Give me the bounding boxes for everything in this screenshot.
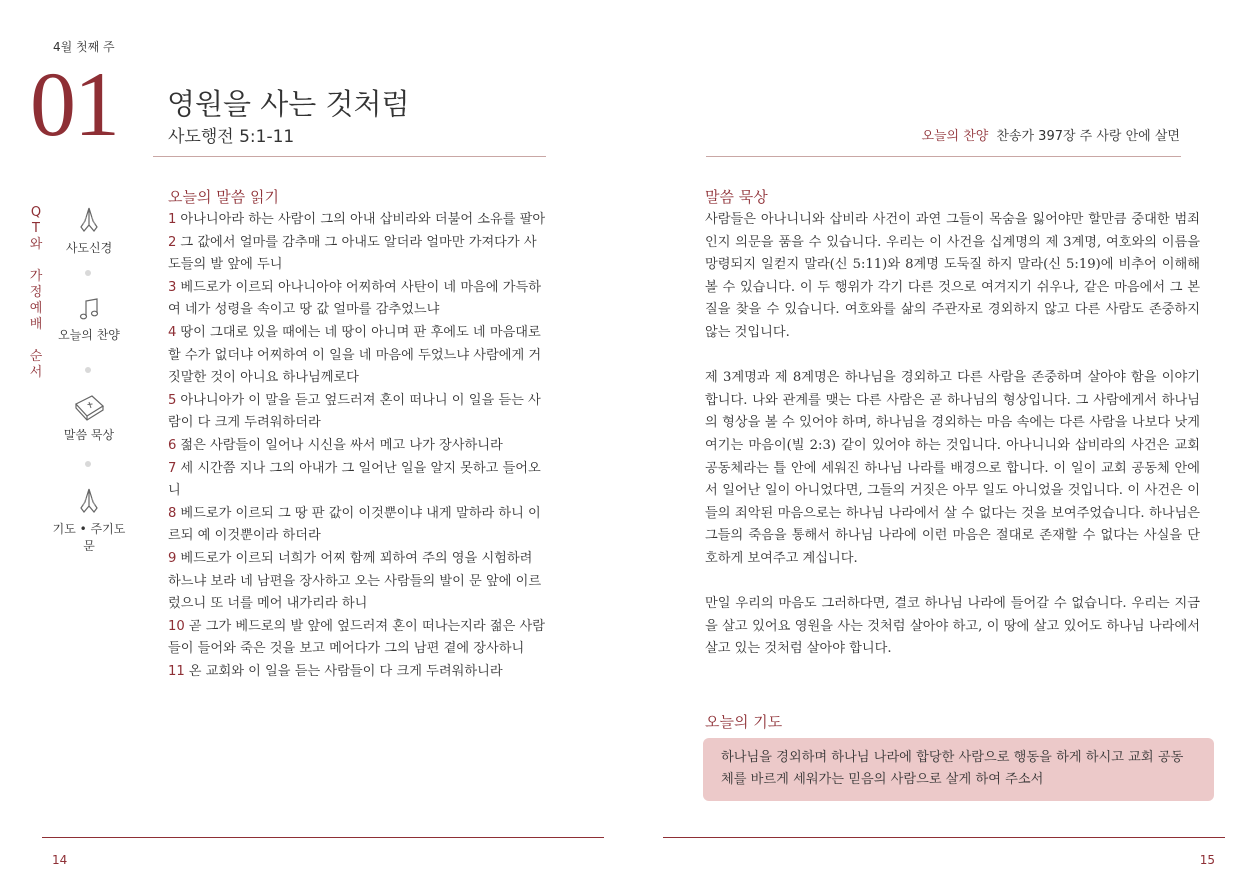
- verse-text: 땅이 그대로 있을 때에는 네 땅이 아니며 판 후에도 네 마음대로 할 수가 없더냐 어찌하여 이 일을 네 마음에 두었느냐 사람에게 거짓말한 것이 아니요 하나님께로다: [168, 324, 542, 386]
- vertical-char: 예: [29, 301, 43, 316]
- verse-text: 아나니아가 이 말을 듣고 엎드러져 혼이 떠나니 이 일을 듣는 사람이 다 크게 두려워하더라: [168, 392, 541, 431]
- sidebar-item-prayer: [48, 486, 130, 554]
- bible-icon: [72, 392, 106, 422]
- sidebar-separator-dot: [85, 461, 91, 467]
- verse: [168, 661, 548, 684]
- verse: [168, 322, 548, 390]
- verse-text: 아나니아라 하는 사람이 그의 아내 삽비라와 더불어 소유를 팔아: [180, 212, 546, 227]
- sidebar-item-meditation: [48, 392, 130, 443]
- verse-text: 세 시간쯤 지나 그의 아내가 그 일어난 일을 알지 못하고 들어오니: [168, 460, 541, 499]
- page-title: 영원을 사는 것처럼: [167, 87, 410, 121]
- footer-divider-left: [42, 837, 604, 838]
- verse-number: 11: [168, 663, 185, 679]
- hymn-info: [921, 125, 1180, 144]
- meditation-body: [705, 209, 1200, 683]
- sidebar-item-hymn: [48, 296, 130, 343]
- day-number: 01: [30, 53, 118, 155]
- verse-number: 8: [168, 505, 177, 521]
- verse-number: 9: [168, 550, 177, 566]
- sidebar-item-label: 오늘의 찬양: [58, 328, 120, 342]
- verse: [168, 616, 548, 661]
- praying-hands-icon: [74, 486, 104, 516]
- hymn-value: 찬송가 397장 주 사랑 안에 살면: [996, 129, 1180, 144]
- prayer-heading: 오늘의 기도: [705, 713, 783, 731]
- verse: [168, 277, 548, 322]
- verse-number: 7: [168, 460, 177, 476]
- verse-text: 베드로가 이르되 그 땅 판 값이 이것뿐이냐 내게 말하라 하니 이르되 예 이것뿐이라 하더라: [168, 505, 541, 544]
- vertical-char: 순: [29, 349, 43, 364]
- header-divider-left: [153, 156, 546, 157]
- verse-number: 6: [168, 437, 177, 453]
- verse-text: 온 교회와 이 일을 듣는 사람들이 다 크게 두려워하니라: [188, 663, 503, 679]
- vertical-char: Q: [30, 205, 42, 220]
- meditation-paragraph: 만일 우리의 마음도 그러하다면, 결코 하나님 나라에 들어갈 수 없습니다. 우리는 지금을 살고 있어요 영원을 사는 것처럼 살아야 하고, 이 땅에 살고 있어도 하나님 나라에서 살고 있는 것처럼 살아야 합니다.: [705, 596, 1200, 657]
- praying-hands-icon: [74, 205, 104, 235]
- sidebar-item-label: 말씀 묵상: [63, 428, 115, 442]
- vertical-char: 배: [29, 317, 43, 332]
- verse: [168, 232, 548, 277]
- sidebar-item-creed: [48, 205, 130, 256]
- prayer-text: 하나님을 경외하며 하나님 나라에 합당한 사람으로 행동을 하게 하시고 교회 공동체를 바르게 세워가는 믿음의 사람으로 살게 하여 주소서: [721, 750, 1184, 787]
- verse-text: 베드로가 이르되 아나니아야 어찌하여 사탄이 네 마음에 가득하여 네가 성령을 속이고 땅 값 얼마를 감추었느냐: [168, 279, 541, 318]
- vertical-char: 서: [29, 365, 43, 380]
- sidebar-vertical-label: [29, 205, 43, 381]
- verse-number: 2: [168, 234, 177, 250]
- vertical-char: T: [32, 221, 40, 236]
- verse-text: 젊은 사람들이 일어나 시신을 싸서 메고 나가 장사하니라: [180, 437, 503, 453]
- sidebar-item-label: 기도 • 주기도문: [52, 522, 126, 553]
- verse-number: 4: [168, 324, 177, 340]
- meditation-paragraph: 사람들은 아나니니와 삽비라 사건이 과연 그들이 목숨을 잃어야만 할만큼 중대한 범죄인지 의문을 품을 수 있습니다. 우리는 이 사건을 십계명의 제 3계명, 여호와의 이름을 망령되지 일컫지 말라(신 5:11)와 8계명 도둑질 하지 말라(신 5:19)에 비추어 이해해 볼 수 있습니다. 이 두 행위가 각기 다른 것으로 여겨지기 쉬우나, 같은 마음에서 그 본질을 찾을 수 있습니다. 여호와를 삶의 주관자로 경외하지 않고 다른 사람도 존중하지 않는 것입니다.: [705, 212, 1200, 340]
- verse: [168, 390, 548, 435]
- reading-heading: 오늘의 말씀 읽기: [168, 188, 279, 206]
- scripture-reference: 사도행전 5:1-11: [168, 127, 295, 147]
- page-number-right: 15: [1199, 853, 1215, 867]
- music-note-icon: [77, 296, 101, 322]
- verse-text: 베드로가 이르되 너희가 어찌 함께 꾀하여 주의 영을 시험하려 하느냐 보라 네 남편을 장사하고 오는 사람들의 발이 문 앞에 이르렀으니 또 너를 메어 내가리라 하니: [168, 550, 542, 612]
- vertical-char: 정: [29, 285, 43, 300]
- verse-number: 1: [168, 212, 177, 227]
- verse-text: 곧 그가 베드로의 발 앞에 엎드러져 혼이 떠나는지라 젊은 사람들이 들어와 죽은 것을 보고 메어다가 그의 남편 곁에 장사하니: [168, 618, 545, 657]
- verse: [168, 458, 548, 503]
- week-label: 4월 첫째 주: [53, 40, 115, 54]
- verse-number: 5: [168, 392, 177, 408]
- meditation-heading: 말씀 묵상: [705, 188, 768, 206]
- verse-list: [168, 209, 548, 683]
- sidebar-separator-dot: [85, 367, 91, 373]
- meditation-paragraph: 제 3계명과 제 8계명은 하나님을 경외하고 다른 사람을 존중하며 살아야 함을 이야기 합니다. 나와 관계를 맺는 다른 사람은 곧 하나님의 형상입니다. 그 사람에게서 하나님의 형상을 볼 수 있어야 하며, 하나님을 경외하는 마음 속에는 다른 사람을 나보다 낫게 여기는 마음이(빌 2:3) 같이 있어야 하는 것입니다. 아나니니와 삽비라의 사건은 교회 공동체라는 틀 안에 세워진 하나님 나라를 배경으로 합니다. 이 일이 교회 공동체 안에서 일어난 일이 아니었다면, 그들의 거짓은 아무 일도 아니었을 것입니다. 이 사건은 이들의 죄악된 마음으로는 하나님 나라에서 살 수 없다는 것을 보여주었습니다. 하나님은 그들의 죽음을 통해서 하나님 나라에 이런 마음은 절대로 존재할 수 없다는 사실을 단호하게 보여주고 계십니다.: [705, 370, 1200, 566]
- verse-text: 그 값에서 얼마를 감추매 그 아내도 알더라 얼마만 가져다가 사도들의 발 앞에 두니: [168, 234, 537, 273]
- header-divider-right: [706, 156, 1181, 157]
- sidebar-separator-dot: [85, 270, 91, 276]
- verse: [168, 503, 548, 548]
- vertical-char: 가: [29, 269, 43, 284]
- page-number-left: 14: [52, 853, 68, 867]
- verse: [168, 209, 548, 232]
- verse-number: 10: [168, 618, 185, 634]
- vertical-char: [29, 333, 43, 349]
- prayer-box: [703, 738, 1214, 801]
- vertical-char: [29, 253, 43, 269]
- footer-divider-right: [663, 837, 1225, 838]
- verse: [168, 435, 548, 458]
- verse: [168, 548, 548, 616]
- hymn-label: 오늘의 찬양: [921, 129, 989, 144]
- vertical-char: 와: [29, 237, 43, 252]
- verse-number: 3: [168, 279, 177, 295]
- sidebar-item-label: 사도신경: [65, 241, 113, 255]
